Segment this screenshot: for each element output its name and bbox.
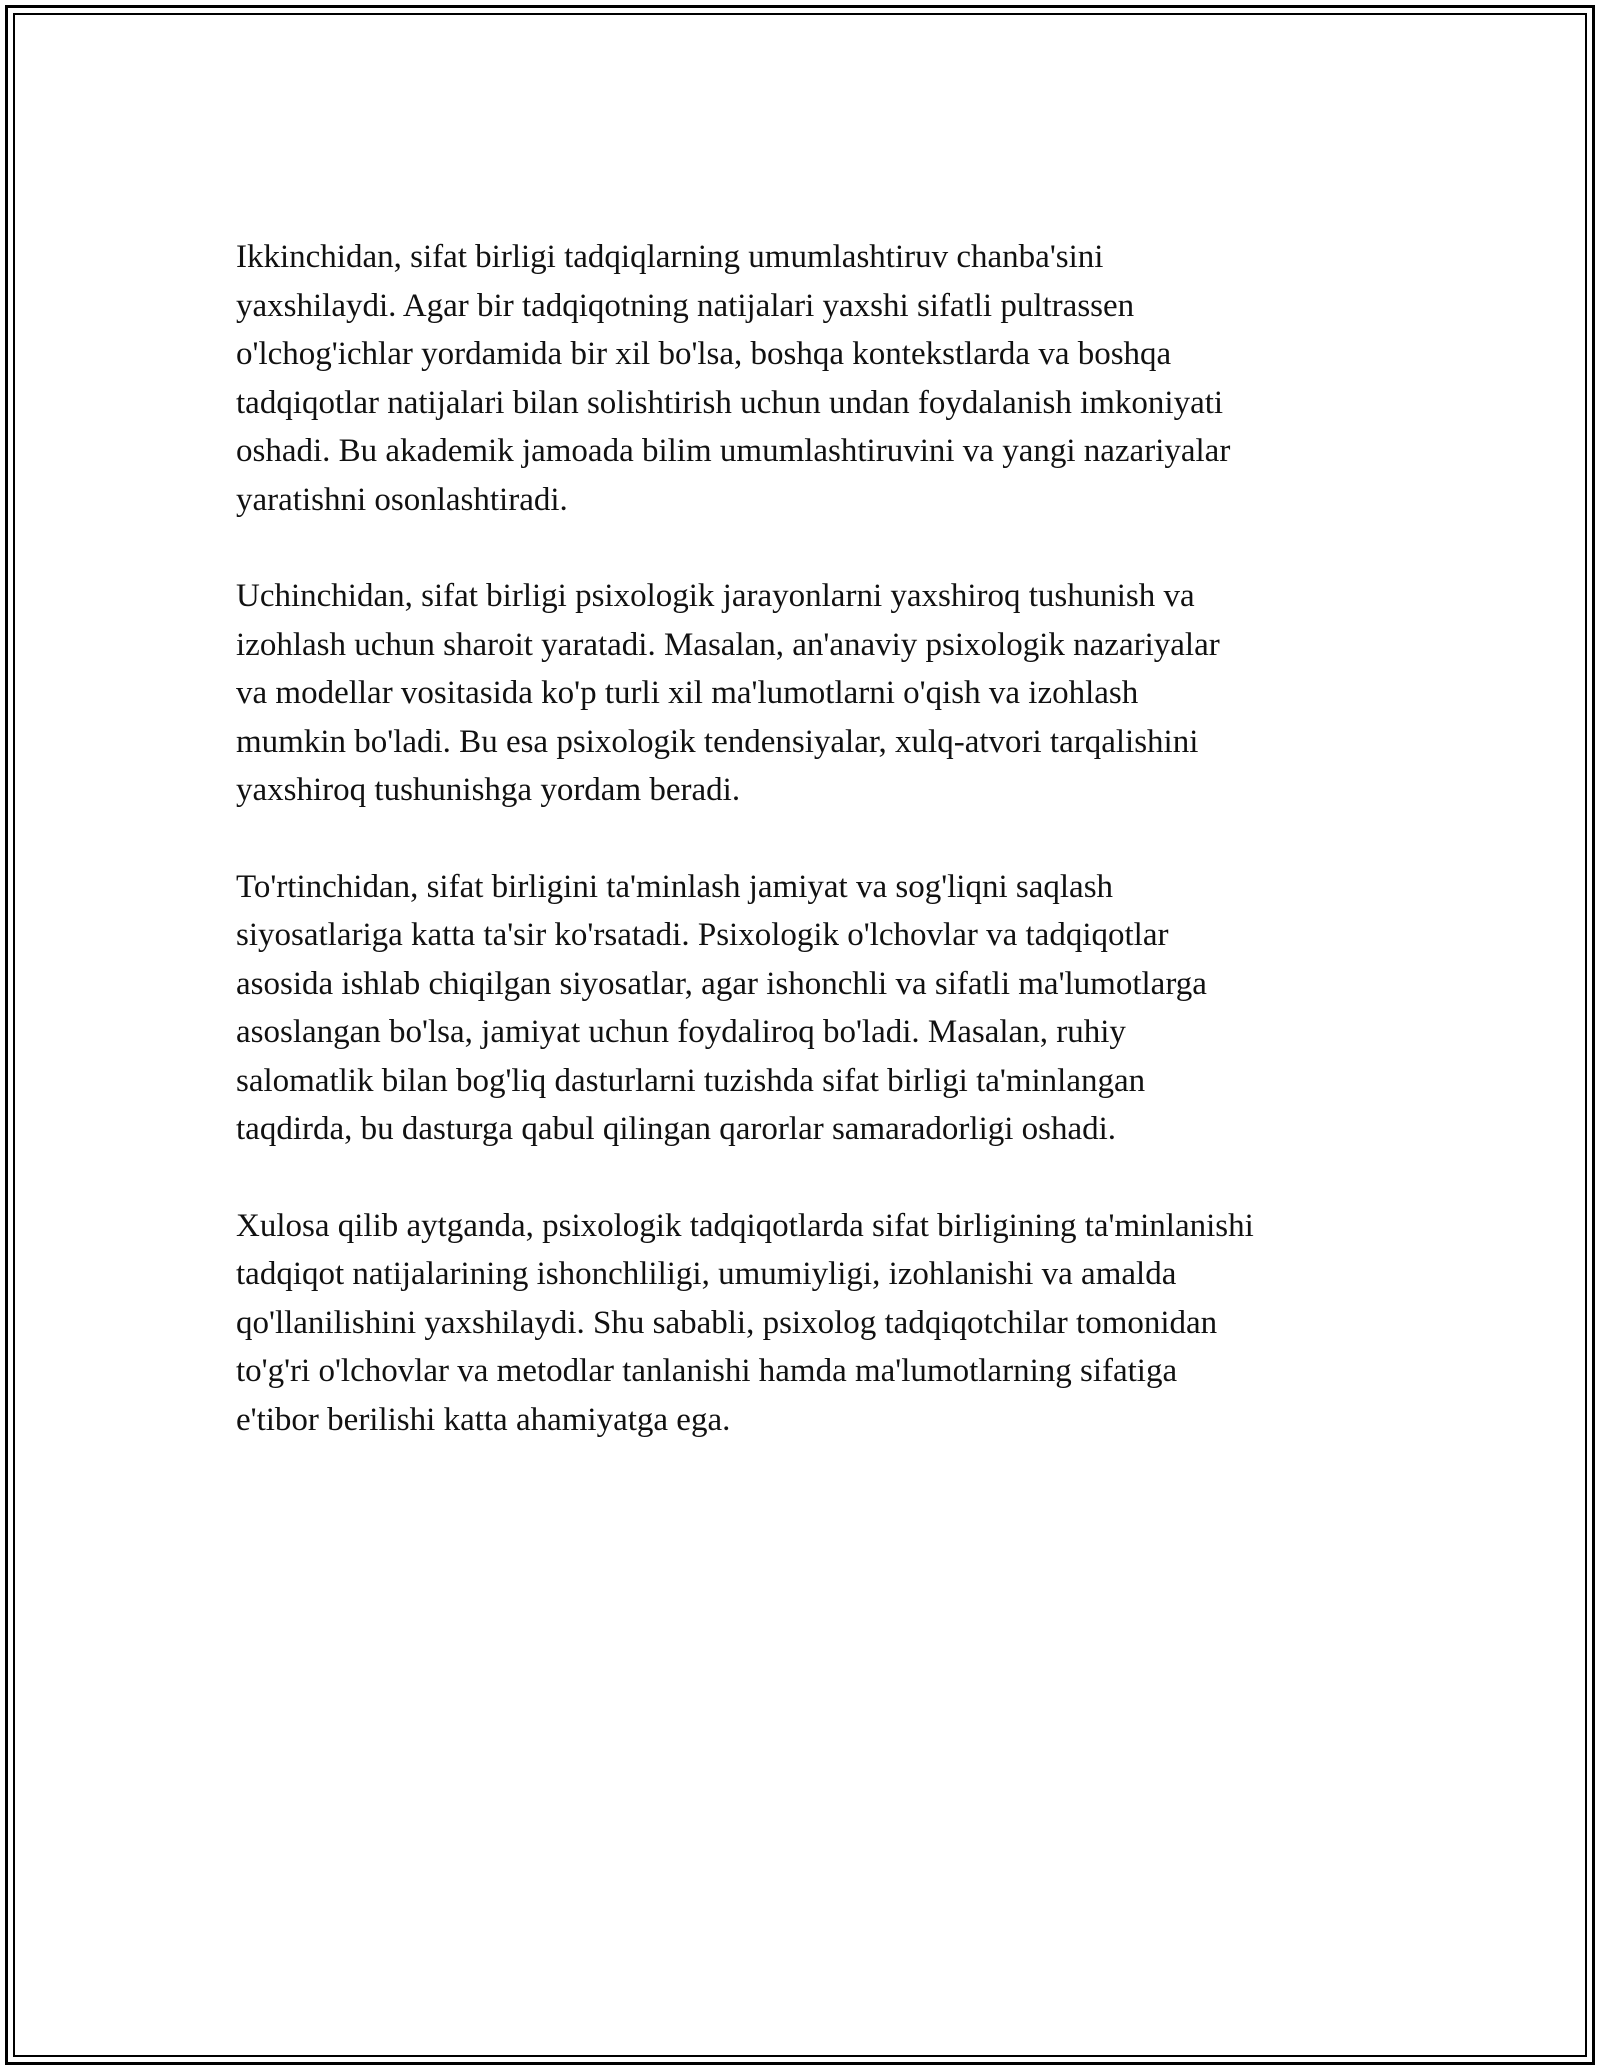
paragraph-line: va modellar vositasida ko'p turli xil ma'lumotlarni o'qish va izohlash	[236, 675, 1139, 711]
paragraph-3	[236, 863, 1386, 1154]
paragraph-2	[236, 572, 1386, 815]
paragraph-line: oshadi. Bu akademik jamoada bilim umumlashtiruvini va yangi nazariyalar	[236, 433, 1231, 469]
document-body	[236, 233, 1386, 1492]
paragraph-line: asosida ishlab chiqilgan siyosatlar, agar ishonchli va sifatli ma'lumotlarga	[236, 965, 1207, 1002]
paragraph-line: izohlash uchun sharoit yaratadi. Masalan, an'anaviy psixologik nazariyalar	[236, 626, 1220, 663]
paragraph-line: tadqiqotlar natijalari bilan solishtirish uchun undan foydalanish imkoniyati	[236, 384, 1224, 421]
paragraph-line: to'g'ri o'lchovlar va metodlar tanlanishi hamda ma'lumotlarning sifatiga	[236, 1353, 1178, 1389]
paragraph-line: e'tibor berilishi katta ahamiyatga ega.	[236, 1401, 731, 1438]
paragraph-line: Xulosa qilib aytganda, psixologik tadqiqotlarda sifat birligining ta'minlanishi	[236, 1207, 1254, 1244]
paragraph-line: tadqiqot natijalarining ishonchliligi, umumiyligi, izohlanishi va amalda	[236, 1256, 1177, 1292]
paragraph-1	[236, 233, 1386, 524]
paragraph-line: Ikkinchidan, sifat birligi tadqiqlarning umumlashtiruv chanba'sini	[236, 239, 1104, 275]
paragraph-line: siyosatlariga katta ta'sir ko'rsatadi. Psixologik o'lchovlar va tadqiqotlar	[236, 917, 1169, 953]
paragraph-line: Uchinchidan, sifat birligi psixologik jarayonlarni yaxshiroq tushunish va	[236, 578, 1195, 614]
paragraph-line: yaxshilaydi. Agar bir tadqiqotning natijalari yaxshi sifatli pultrassen	[236, 287, 1135, 324]
paragraph-line: taqdirda, bu dasturga qabul qilingan qarorlar samaradorligi oshadi.	[236, 1111, 1117, 1147]
paragraph-4	[236, 1202, 1386, 1445]
paragraph-line: salomatlik bilan bog'liq dasturlarni tuzishda sifat birligi ta'minlangan	[236, 1062, 1146, 1099]
paragraph-line: mumkin bo'ladi. Bu esa psixologik tendensiyalar, xulq-atvori tarqalishini	[236, 723, 1199, 760]
paragraph-line: qo'llanilishini yaxshilaydi. Shu sababli, psixolog tadqiqotchilar tomonidan	[236, 1304, 1218, 1341]
paragraph-line: yaratishni osonlashtiradi.	[236, 481, 568, 518]
paragraph-line: yaxshiroq tushunishga yordam beradi.	[236, 772, 741, 808]
paragraph-line: To'rtinchidan, sifat birligini ta'minlash jamiyat va sog'liqni saqlash	[236, 868, 1114, 905]
paragraph-line: asoslangan bo'lsa, jamiyat uchun foydaliroq bo'ladi. Masalan, ruhiy	[236, 1014, 1126, 1050]
paragraph-line: o'lchog'ichlar yordamida bir xil bo'lsa, boshqa kontekstlarda va boshqa	[236, 336, 1172, 372]
